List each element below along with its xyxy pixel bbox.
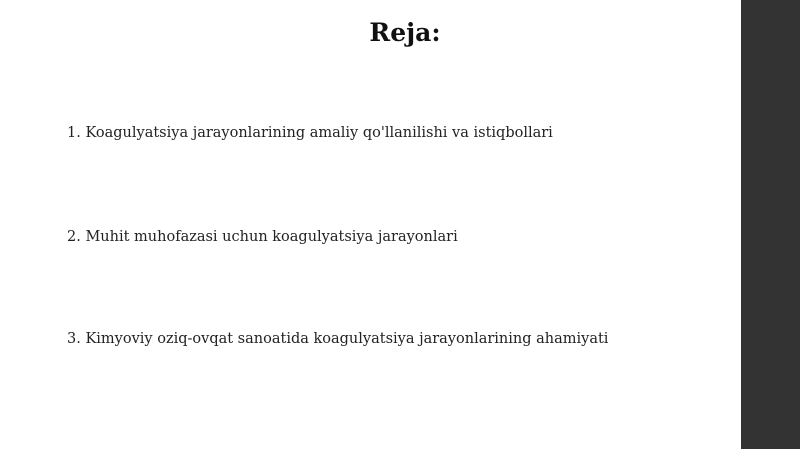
plan-item-1: 1. Koagulyatsiya jarayonlarining amaliy qo'llanilishi va istiqbollari (67, 125, 553, 141)
plan-item-3: 3. Kimyoviy oziq-ovqat sanoatida koagulyatsiya jarayonlarining ahamiyati (67, 331, 609, 347)
slide-title: Reja: (369, 18, 441, 47)
side-panel (741, 0, 800, 449)
plan-item-2: 2. Muhit muhofazasi uchun koagulyatsiya jarayonlari (67, 229, 458, 245)
